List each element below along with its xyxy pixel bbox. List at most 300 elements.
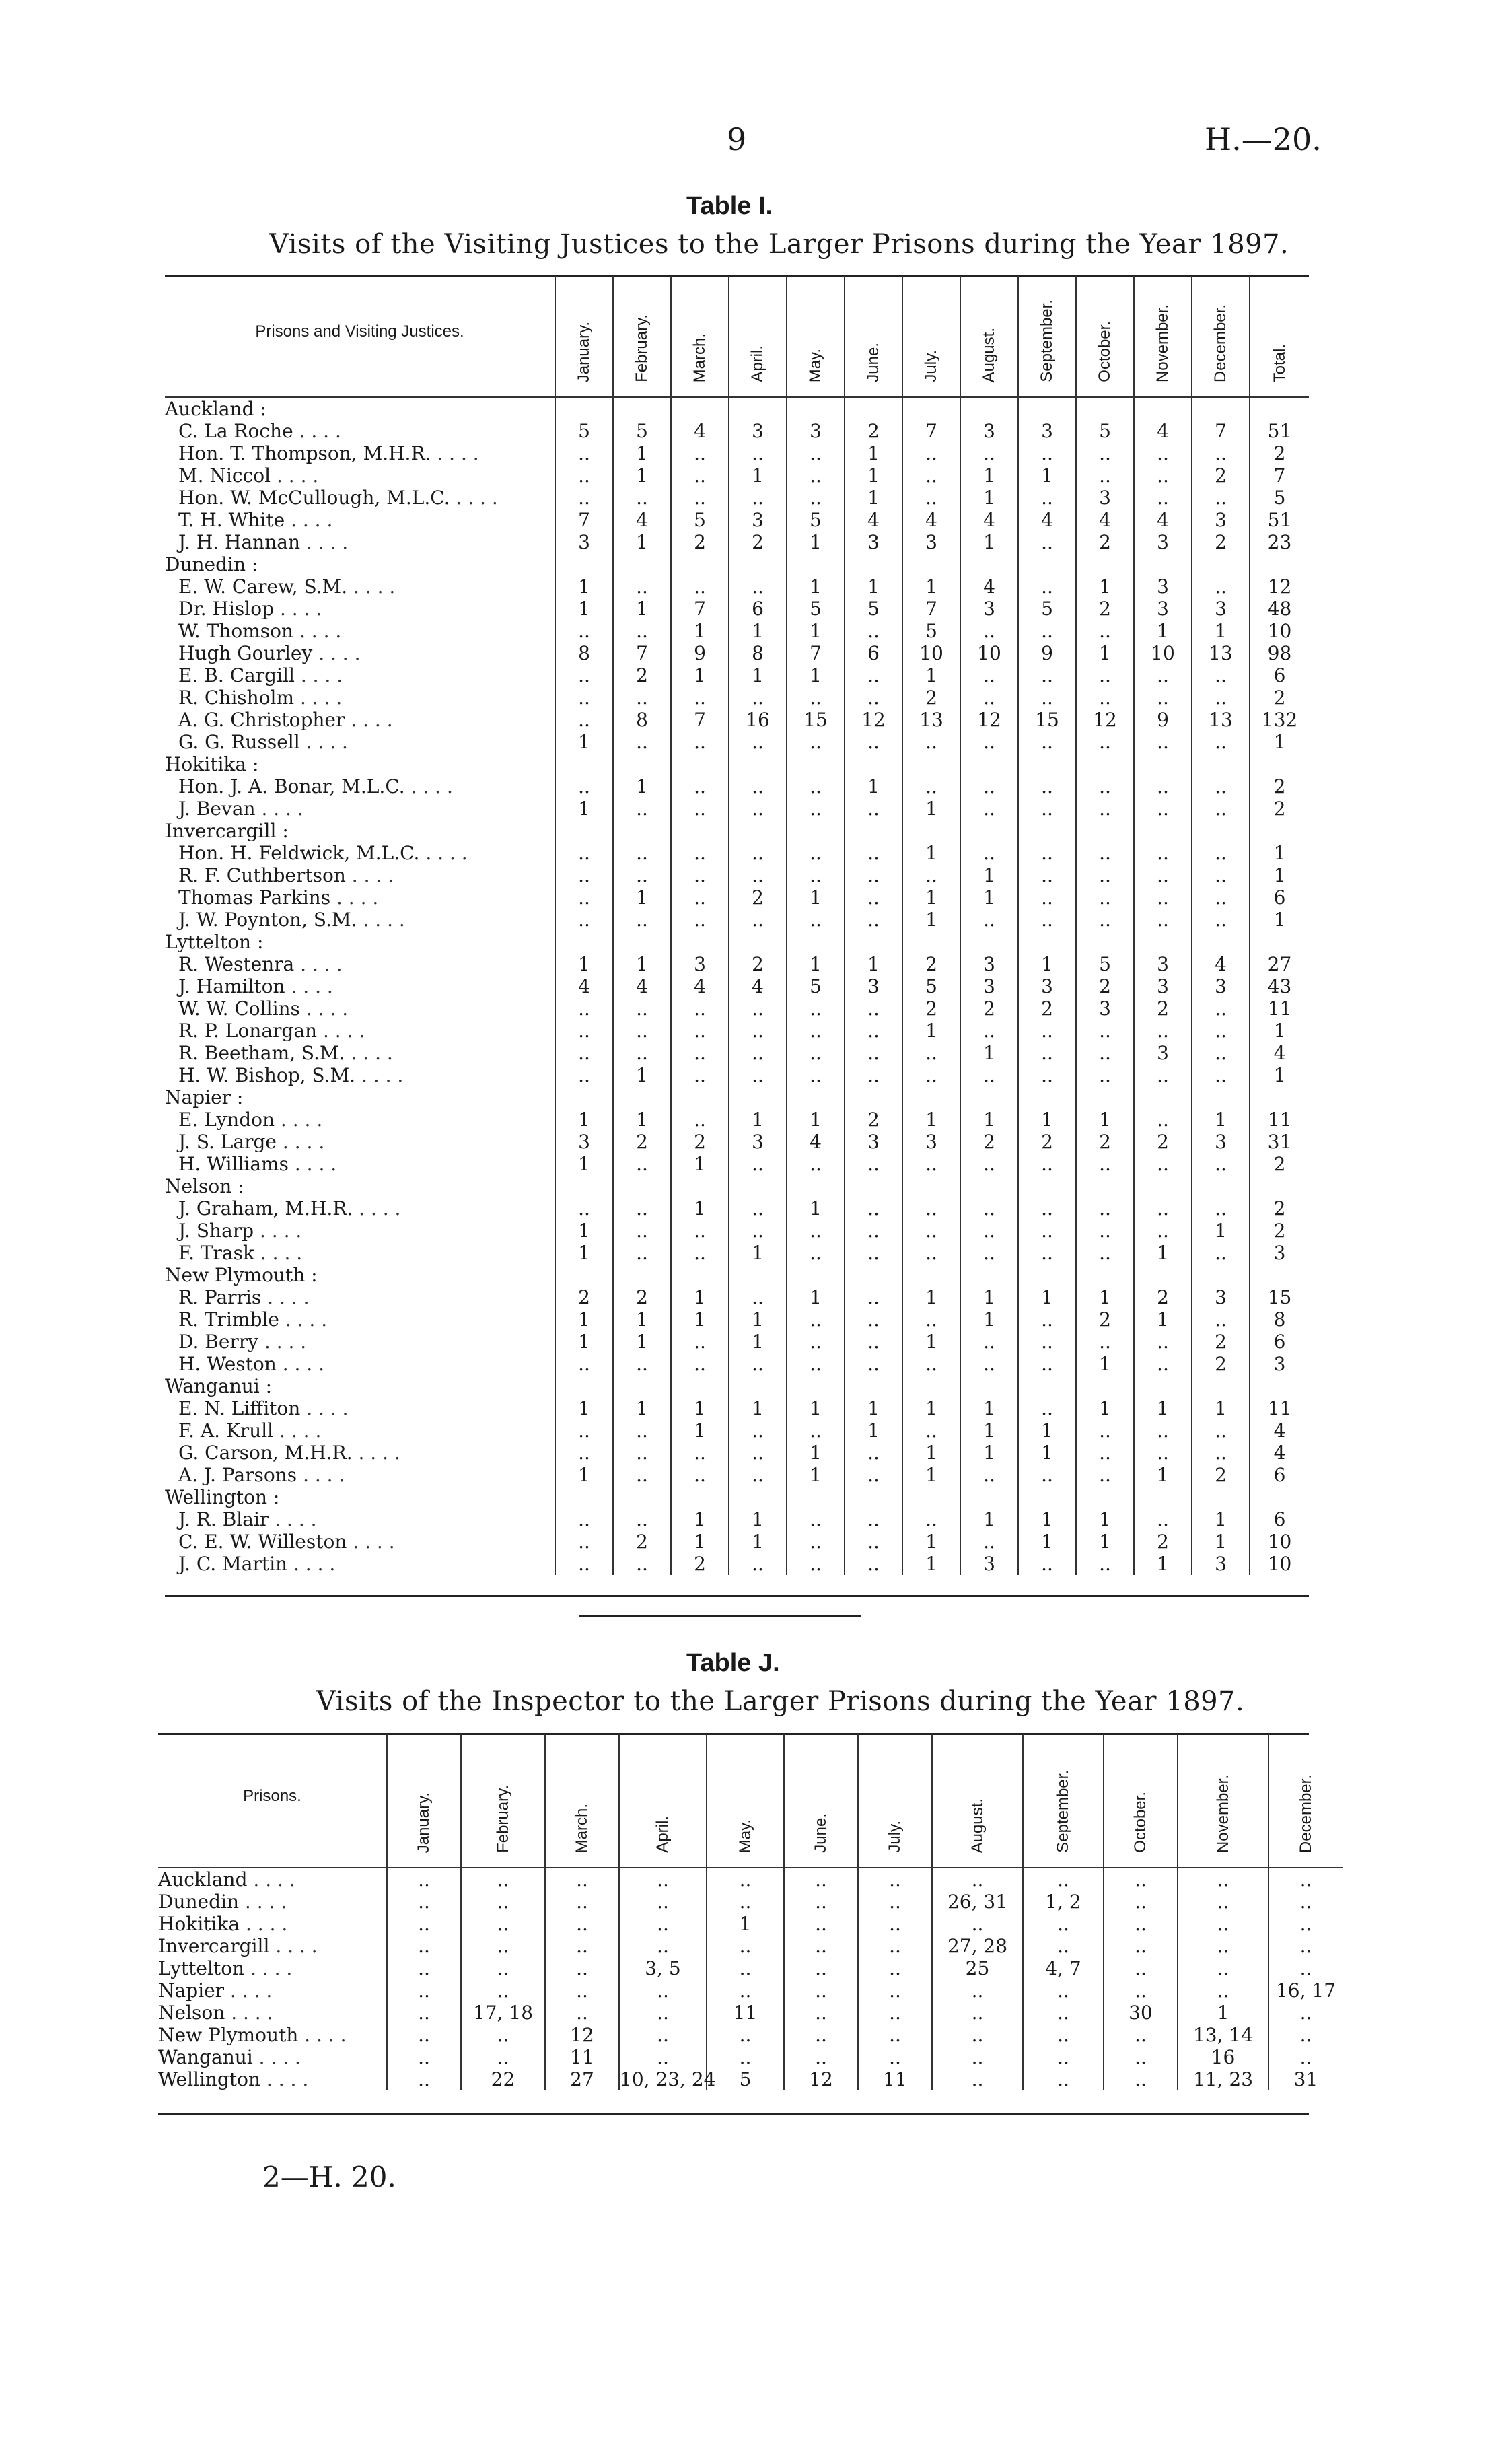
table-row	[165, 1308, 1309, 1331]
cell-value: 2	[1250, 798, 1309, 820]
cell-value: 1	[1192, 1508, 1250, 1530]
cell-value: ..	[387, 2002, 461, 2024]
group-heading-row	[165, 753, 1309, 775]
cell-value: 1	[1250, 842, 1309, 864]
cell-value	[613, 1375, 671, 1397]
leader-dots: . . . .	[239, 1891, 287, 1913]
cell-value: 2	[1134, 1131, 1192, 1153]
cell-value: 1	[1076, 1508, 1134, 1530]
leader-dots: . . . .	[353, 1197, 401, 1220]
row-label: J. Sharp	[178, 1220, 254, 1242]
cell-value: ..	[787, 798, 845, 820]
cell-value: 1	[960, 1508, 1018, 1530]
row-label: Dr. Hislop	[178, 598, 275, 620]
cell-value: ..	[1134, 1153, 1192, 1175]
cell-value: 3	[787, 420, 845, 442]
cell-value: ..	[555, 1419, 613, 1442]
leader-dots: . . . .	[285, 975, 333, 997]
cell-value: ..	[932, 1979, 1023, 2002]
cell-value: ..	[729, 909, 787, 931]
cell-value: ..	[1076, 1442, 1134, 1464]
cell-value: 11	[1250, 1397, 1309, 1419]
cell-value: 1	[613, 531, 671, 553]
cell-value: 1	[787, 1442, 845, 1464]
cell-value: 1	[555, 598, 613, 620]
table-row	[165, 975, 1309, 997]
leader-dots: . . . .	[287, 1553, 336, 1575]
cell-value: 1	[1018, 1286, 1076, 1308]
cell-value: 2	[1250, 775, 1309, 798]
cell-value: ..	[1268, 1913, 1343, 1935]
cell-value: ..	[902, 442, 960, 464]
cell-value: 2	[613, 664, 671, 687]
cell-value: 1	[613, 1397, 671, 1419]
cell-value	[787, 1086, 845, 1108]
column-header-november	[1134, 276, 1192, 397]
cell-value: ..	[729, 442, 787, 464]
cell-value	[1134, 1086, 1192, 1108]
cell-value: 2	[1018, 997, 1076, 1020]
cell-value: 1	[960, 1042, 1018, 1064]
column-header-name: Prisons and Visiting Justices.	[255, 322, 464, 341]
cell-value: 1	[613, 886, 671, 909]
cell-value	[555, 1375, 613, 1397]
leader-dots: . . . .	[347, 1530, 395, 1553]
cell-value: ..	[960, 442, 1018, 464]
cell-value: 5	[671, 509, 729, 531]
cell-value: 3	[845, 975, 902, 997]
cell-value: 2	[1250, 1220, 1309, 1242]
cell-value: ..	[545, 1891, 619, 1913]
leader-dots: . . . .	[269, 1508, 317, 1530]
cell-value: 1	[1018, 953, 1076, 975]
cell-value: ..	[1192, 664, 1250, 687]
cell-value: 3	[960, 420, 1018, 442]
cell-value: 10	[1134, 642, 1192, 664]
cell-value	[729, 1375, 787, 1397]
cell-value: ..	[707, 1935, 784, 1957]
cell-value: ..	[1076, 1153, 1134, 1175]
cell-value	[1250, 1086, 1309, 1108]
cell-value: 2	[1192, 1353, 1250, 1375]
table-row	[165, 1419, 1309, 1442]
cell-value: 22	[461, 2068, 545, 2090]
cell-value: 1	[845, 1397, 902, 1419]
cell-value: ..	[555, 487, 613, 509]
cell-value: ..	[1018, 731, 1076, 753]
cell-value: 1	[902, 909, 960, 931]
cell-value: ..	[787, 1508, 845, 1530]
cell-value: 48	[1250, 598, 1309, 620]
cell-value: ..	[1192, 798, 1250, 820]
table-row	[165, 642, 1309, 664]
cell-value: 4	[1018, 509, 1076, 531]
column-header-label: February.	[493, 1785, 512, 1853]
cell-value: ..	[845, 842, 902, 864]
column-header-april	[729, 276, 787, 397]
cell-value: ..	[845, 1064, 902, 1086]
cell-value	[613, 753, 671, 775]
cell-value: 4	[613, 509, 671, 531]
cell-value	[1250, 1375, 1309, 1397]
table-j-subtitle: Visits of the Inspector to the Larger Prisons during the Year 1897.	[316, 1686, 1245, 1717]
cell-value	[1134, 1375, 1192, 1397]
row-label: R. Chisholm	[178, 687, 295, 709]
cell-value: ..	[1104, 2068, 1178, 2090]
cell-value: 6	[1250, 886, 1309, 909]
column-header-april	[619, 1734, 707, 1868]
column-header-january	[387, 1734, 461, 1868]
cell-value: 10	[960, 642, 1018, 664]
cell-value: 1	[960, 464, 1018, 487]
cell-value	[555, 1175, 613, 1197]
table-row	[165, 798, 1309, 820]
cell-value: 8	[613, 709, 671, 731]
cell-value	[1250, 931, 1309, 953]
row-label: M. Niccol	[178, 464, 271, 487]
cell-value	[1250, 397, 1309, 420]
row-label: Hon. T. Thompson, M.H.R.	[178, 442, 431, 464]
cell-value: ..	[555, 620, 613, 642]
cell-value: ..	[1023, 2046, 1104, 2068]
cell-value: ..	[613, 997, 671, 1020]
cell-value: ..	[787, 1331, 845, 1353]
table-row	[165, 1064, 1309, 1086]
cell-value: 2	[1192, 1464, 1250, 1486]
cell-value	[1192, 753, 1250, 775]
table-row	[158, 1891, 1343, 1913]
table-i-subtitle: Visits of the Visiting Justices to the Larger Prisons during the Year 1897.	[269, 229, 1289, 260]
cell-value: 1	[555, 1153, 613, 1175]
cell-value: ..	[671, 864, 729, 886]
group-heading-row	[165, 931, 1309, 953]
cell-value: ..	[1104, 1935, 1178, 1957]
column-header-may	[707, 1734, 784, 1868]
cell-value	[1018, 553, 1076, 575]
column-header-label: January.	[575, 321, 593, 382]
cell-value: ..	[613, 1020, 671, 1042]
cell-value: ..	[932, 2068, 1023, 2090]
cell-value: ..	[619, 1913, 707, 1935]
cell-value: 9	[1018, 642, 1076, 664]
cell-value: 2	[960, 1131, 1018, 1153]
cell-value: 5	[902, 620, 960, 642]
cell-value	[1076, 1086, 1134, 1108]
cell-value: ..	[845, 620, 902, 642]
cell-value: ..	[671, 1064, 729, 1086]
cell-value: ..	[1192, 442, 1250, 464]
cell-value: 1	[729, 1508, 787, 1530]
cell-value: ..	[787, 997, 845, 1020]
cell-value: 4	[1134, 509, 1192, 531]
cell-value	[1134, 1486, 1192, 1508]
cell-value: ..	[729, 1064, 787, 1086]
row-label: W. Thomson	[178, 620, 294, 642]
cell-value: ..	[671, 909, 729, 931]
cell-value: 1	[613, 442, 671, 464]
cell-value: ..	[960, 664, 1018, 687]
cell-value: ..	[729, 575, 787, 598]
group-heading-row	[165, 1264, 1309, 1286]
cell-value: ..	[1134, 1108, 1192, 1131]
cell-value: 1	[1134, 1397, 1192, 1419]
cell-value: ..	[1134, 442, 1192, 464]
leader-dots: . . . .	[279, 1308, 328, 1331]
cell-value: ..	[787, 1242, 845, 1264]
cell-value: ..	[960, 1197, 1018, 1220]
cell-value: ..	[1192, 1308, 1250, 1331]
leader-dots: . . . .	[244, 1957, 293, 1979]
cell-value: ..	[902, 1508, 960, 1530]
cell-value	[1018, 1175, 1076, 1197]
group-heading-row	[165, 553, 1309, 575]
cell-value: 1	[613, 953, 671, 975]
table-row	[165, 709, 1309, 731]
column-header-label: March.	[573, 1803, 591, 1853]
cell-value: 1	[1192, 1397, 1250, 1419]
cell-value: ..	[1018, 798, 1076, 820]
cell-value: 2	[613, 1530, 671, 1553]
cell-value: ..	[387, 1891, 461, 1913]
cell-value: 12	[1076, 709, 1134, 731]
cell-value: 3	[960, 1553, 1018, 1575]
column-header-september	[1023, 1734, 1104, 1868]
row-label: R. P. Lonargan	[178, 1020, 318, 1042]
cell-value: 1	[902, 1530, 960, 1553]
cell-value: ..	[671, 687, 729, 709]
cell-value	[671, 1486, 729, 1508]
leader-dots: . . . .	[285, 509, 333, 531]
cell-value: 4	[671, 975, 729, 997]
cell-value: ..	[555, 1197, 613, 1220]
cell-value: ..	[729, 1286, 787, 1308]
cell-value: ..	[845, 1220, 902, 1242]
cell-value: 12	[545, 2024, 619, 2046]
table-row	[158, 1979, 1343, 2002]
leader-dots: . . . .	[294, 687, 343, 709]
cell-value: ..	[619, 2024, 707, 2046]
cell-value: 17, 18	[461, 2002, 545, 2024]
cell-value	[787, 1175, 845, 1197]
cell-value: 1	[902, 842, 960, 864]
column-header-label: July.	[922, 350, 940, 382]
table-row	[165, 864, 1309, 886]
cell-value: ..	[902, 1308, 960, 1331]
cell-value: ..	[1076, 442, 1134, 464]
cell-value: 1	[613, 1108, 671, 1131]
cell-value	[902, 397, 960, 420]
cell-value: 2	[1192, 464, 1250, 487]
cell-value: 13	[1192, 709, 1250, 731]
cell-value: ..	[555, 709, 613, 731]
cell-value	[1076, 1375, 1134, 1397]
column-header-label: April.	[748, 345, 766, 382]
table-row	[165, 1108, 1309, 1131]
cell-value	[1192, 397, 1250, 420]
prison-name: New Plymouth :	[165, 1264, 318, 1286]
cell-value: 4	[671, 420, 729, 442]
cell-value: ..	[387, 1957, 461, 1979]
cell-value	[1250, 753, 1309, 775]
cell-value: ..	[613, 864, 671, 886]
cell-value: ..	[960, 620, 1018, 642]
cell-value: ..	[671, 1464, 729, 1486]
row-label: R. Westenra	[178, 953, 295, 975]
row-label: E. W. Carew, S.M.	[178, 575, 348, 598]
table-row	[165, 509, 1309, 531]
cell-value: ..	[960, 1530, 1018, 1553]
leader-dots: . . . .	[254, 1242, 303, 1264]
row-label: Hon. W. McCullough, M.L.C.	[178, 487, 450, 509]
group-heading-row	[165, 820, 1309, 842]
cell-value: ..	[1023, 2024, 1104, 2046]
cell-value: 5	[902, 975, 960, 997]
cell-value: ..	[729, 842, 787, 864]
cell-value: 27	[1250, 953, 1309, 975]
cell-value: 1	[960, 886, 1018, 909]
cell-value: 1	[787, 1108, 845, 1131]
leader-dots: . . . .	[299, 997, 349, 1020]
row-label: C. E. W. Willeston	[178, 1530, 347, 1553]
cell-value	[1018, 397, 1076, 420]
cell-value: 31	[1268, 2068, 1343, 2090]
cell-value: ..	[545, 1868, 619, 1891]
cell-value: 2	[555, 1286, 613, 1308]
cell-value: ..	[555, 442, 613, 464]
cell-value: 1	[555, 731, 613, 753]
row-label: E. Lyndon	[178, 1108, 275, 1131]
cell-value: ..	[545, 1979, 619, 2002]
cell-value: 5	[787, 975, 845, 997]
row-label: A. G. Christopher	[178, 709, 345, 731]
cell-value: 3	[555, 1131, 613, 1153]
cell-value: 1	[960, 531, 1018, 553]
cell-value	[729, 1486, 787, 1508]
column-header-label: August.	[980, 327, 998, 382]
cell-value	[902, 753, 960, 775]
cell-value	[729, 753, 787, 775]
cell-value: ..	[1268, 1957, 1343, 1979]
cell-value: ..	[960, 1153, 1018, 1175]
cell-value: 10	[1250, 1553, 1309, 1575]
cell-value: ..	[1018, 1042, 1076, 1064]
cell-value: ..	[902, 775, 960, 798]
cell-value: 1	[671, 664, 729, 687]
cell-value: ..	[1134, 1197, 1192, 1220]
cell-value	[555, 753, 613, 775]
cell-value: ..	[845, 886, 902, 909]
cell-value: ..	[1192, 864, 1250, 886]
cell-value: ..	[555, 1353, 613, 1375]
cell-value: ..	[461, 1979, 545, 2002]
cell-value: 1	[787, 1464, 845, 1486]
cell-value: 1	[902, 1108, 960, 1131]
cell-value: 5	[613, 420, 671, 442]
column-header-october	[1076, 276, 1134, 397]
column-header-label: June.	[864, 343, 882, 382]
cell-value: ..	[619, 2046, 707, 2068]
cell-value: ..	[707, 1979, 784, 2002]
cell-value: 2	[729, 886, 787, 909]
cell-value: ..	[729, 1464, 787, 1486]
cell-value: ..	[613, 1242, 671, 1264]
row-label: C. La Roche	[178, 420, 293, 442]
cell-value: ..	[707, 1891, 784, 1913]
cell-value: ..	[845, 997, 902, 1020]
cell-value: ..	[1018, 1308, 1076, 1331]
group-heading-row	[165, 397, 1309, 420]
cell-value: ..	[787, 1553, 845, 1575]
table-row	[165, 598, 1309, 620]
cell-value: ..	[787, 464, 845, 487]
row-label: Lyttelton	[158, 1957, 245, 1979]
cell-value: ..	[613, 1553, 671, 1575]
cell-value	[1134, 820, 1192, 842]
cell-value: 11	[545, 2046, 619, 2068]
cell-value: ..	[613, 1197, 671, 1220]
cell-value: ..	[845, 1331, 902, 1353]
cell-value: 1	[555, 953, 613, 975]
cell-value: 5	[1250, 487, 1309, 509]
cell-value: 1	[1134, 1308, 1192, 1331]
cell-value: ..	[1018, 886, 1076, 909]
cell-value: ..	[960, 775, 1018, 798]
cell-value: ..	[1268, 1935, 1343, 1957]
cell-value	[1018, 820, 1076, 842]
cell-value: ..	[461, 2046, 545, 2068]
cell-value: 7	[902, 598, 960, 620]
column-header-september	[1018, 276, 1076, 397]
cell-value: 3	[1076, 487, 1134, 509]
row-label: Hokitika	[158, 1913, 240, 1935]
cell-value: ..	[845, 1153, 902, 1175]
cell-value: 6	[1250, 664, 1309, 687]
table-row	[165, 1220, 1309, 1242]
cell-value: 1	[555, 1242, 613, 1264]
cell-value: ..	[1076, 1197, 1134, 1220]
table-row	[165, 1286, 1309, 1308]
cell-value: ..	[1268, 1891, 1343, 1913]
cell-value: ..	[1192, 1197, 1250, 1220]
cell-value: ..	[555, 687, 613, 709]
cell-value	[960, 1264, 1018, 1286]
table-row	[165, 1197, 1309, 1220]
cell-value: ..	[784, 2046, 858, 2068]
cell-value: ..	[555, 1442, 613, 1464]
row-label: Hugh Gourley	[178, 642, 313, 664]
cell-value	[845, 1375, 902, 1397]
cell-value: ..	[613, 1153, 671, 1175]
cell-value: ..	[1134, 664, 1192, 687]
column-header-label: November.	[1213, 1774, 1232, 1853]
cell-value: 2	[671, 1131, 729, 1153]
row-label: J. Graham, M.H.R.	[178, 1197, 353, 1220]
cell-value: ..	[902, 487, 960, 509]
cell-value: ..	[1018, 1064, 1076, 1086]
cell-value: 2	[1134, 997, 1192, 1020]
cell-value: ..	[1018, 1020, 1076, 1042]
cell-value: ..	[858, 2024, 932, 2046]
cell-value	[787, 1264, 845, 1286]
cell-value: 3	[729, 420, 787, 442]
cell-value: ..	[461, 1891, 545, 1913]
cell-value: 1	[902, 1331, 960, 1353]
cell-value: 1	[613, 464, 671, 487]
cell-value: 1	[1192, 1108, 1250, 1131]
cell-value: ..	[1192, 1442, 1250, 1464]
column-header-label: September.	[1054, 1770, 1072, 1853]
cell-value: ..	[387, 1913, 461, 1935]
